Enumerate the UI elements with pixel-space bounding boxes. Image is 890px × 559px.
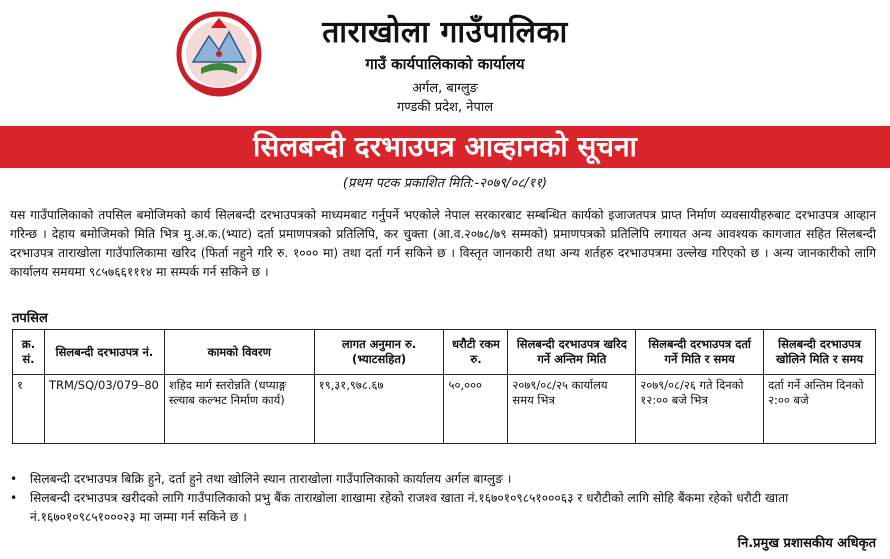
publish-date: (प्रथम पटक प्रकाशित मिति:-२०७९/०८/११) [342,176,548,191]
table-cell: १९,३१,९७८.६७ [314,375,444,444]
office-province: गण्डकी प्रदेश, नेपाल [396,100,494,115]
header-cell: सिलबन्दी दरभाउपत्र खरिद गर्ने अन्तिम मिति [508,330,636,375]
list-item [10,470,876,489]
tender-table [12,329,876,444]
table-cell: शहिद मार्ग स्तरोन्नति (धप्याङ्ग स्ल्याब कल्भट निर्माण कार्य) [164,375,314,444]
table-cell: TRM/SQ/03/079–80 [44,375,164,444]
page-title: ताराखोला गाउँपालिका [322,15,568,50]
table-cell: दर्ता गर्ने अन्तिम दिनको २:०० बजे [764,375,876,444]
table-cell: २०७९/०८/२६ गते दिनको १२:०० बजे भित्र [636,375,764,444]
table-cell: ५०,००० [444,375,508,444]
header-cell: क्र. सं. [13,330,45,375]
header-cell: धरौटी रकम रु. [444,330,508,375]
letterhead [0,0,890,124]
table-row [13,375,876,444]
table-header-row [13,330,876,375]
header-cell: लागत अनुमान रु. (भ्याटसहित) [314,330,444,375]
bullet-icon: • [10,472,18,486]
note-text: सिलबन्दी दरभाउपत्र खरीदको लागि गाउँपालिकाको प्रभु बैंक ताराखोला शाखामा रहेको राजश्व खाता नं.१६७०१०९८५१०००६३ र धरौटीको लागि सोहि बैंकमा रहेको धरौटी खाता नं.१६७०१०९८५१०००२३ मा जम्मा गर्न सकिने छ । [30,491,789,524]
office-name: गाउँ कार्यपालिकाको कार्यालय [365,55,525,73]
section-heading: तपसिल [12,311,48,326]
table-cell: २०७९/०८/२५ कार्यालय समय भित्र [508,375,636,444]
office-place: अर्गल, बाग्लुङ [412,81,478,96]
header-cell: कामको विवरण [164,330,314,375]
notes-list [10,470,876,527]
header-cell: सिलबन्दी दरभाउपत्र दर्ता गर्ने मिति र समय [636,330,764,375]
government-emblem-icon [175,10,263,100]
header-cell: सिलबन्दी दरभाउपत्र नं. [44,330,164,375]
notice-body: यस गाउँपालिकाको तपसिल बमोजिमको कार्य सिलबन्दी दरभाउपत्रको माध्यमबाट गर्नुपर्ने भएकोले नेपाल सरकारबाट सम्बन्धित कार्यको इजाजतपत्र प्राप्त निर्माण व्यवसायीहरुबाट दरभाउपत्र आव्हान गरिन्छ । देहाय बमोजिमको मिति भित्र मु.अ.क.(भ्याट) दर्ता प्रमाणपत्रको प्रतिलिपि, कर चुक्ता (आ.व.२०७८/७९ सम्मको) प्रमाणपत्रको प्रतिलिपि लगायत अन्य आवश्यक कागजात सहित सिलबन्दी दरभाउपत्र ताराखोला गाउँपालिकामा खरिद (फिर्ता नहुने गरि रु. १००० मा) तथा दर्ता गर्न सकिने छ । विस्तृत जानकारी तथा अन्य शर्तहरु दरभाउपत्रमा उल्लेख गरिएको छ । अन्य जानकारीको लागि कार्यालय समयमा ९८५७६६१११४ मा सम्पर्क गर्न सकिने छ । [10,208,876,279]
header-cell: सिलबन्दी दरभाउपत्र खोलिने मिति र समय [764,330,876,375]
table-cell: १ [13,375,45,444]
signature: नि.प्रमुख प्रशासकीय अधिकृत [737,536,876,551]
list-item [10,489,876,527]
notice-banner: सिलबन्दी दरभाउपत्र आव्हानको सूचना [0,126,890,168]
bullet-icon: • [10,491,18,505]
note-text: सिलबन्दी दरभाउपत्र बिक्रि हुने, दर्ता हुने तथा खोलिने स्थान ताराखोला गाउँपालिकाको कार्यालय अर्गल बाग्लुङ । [30,472,512,486]
